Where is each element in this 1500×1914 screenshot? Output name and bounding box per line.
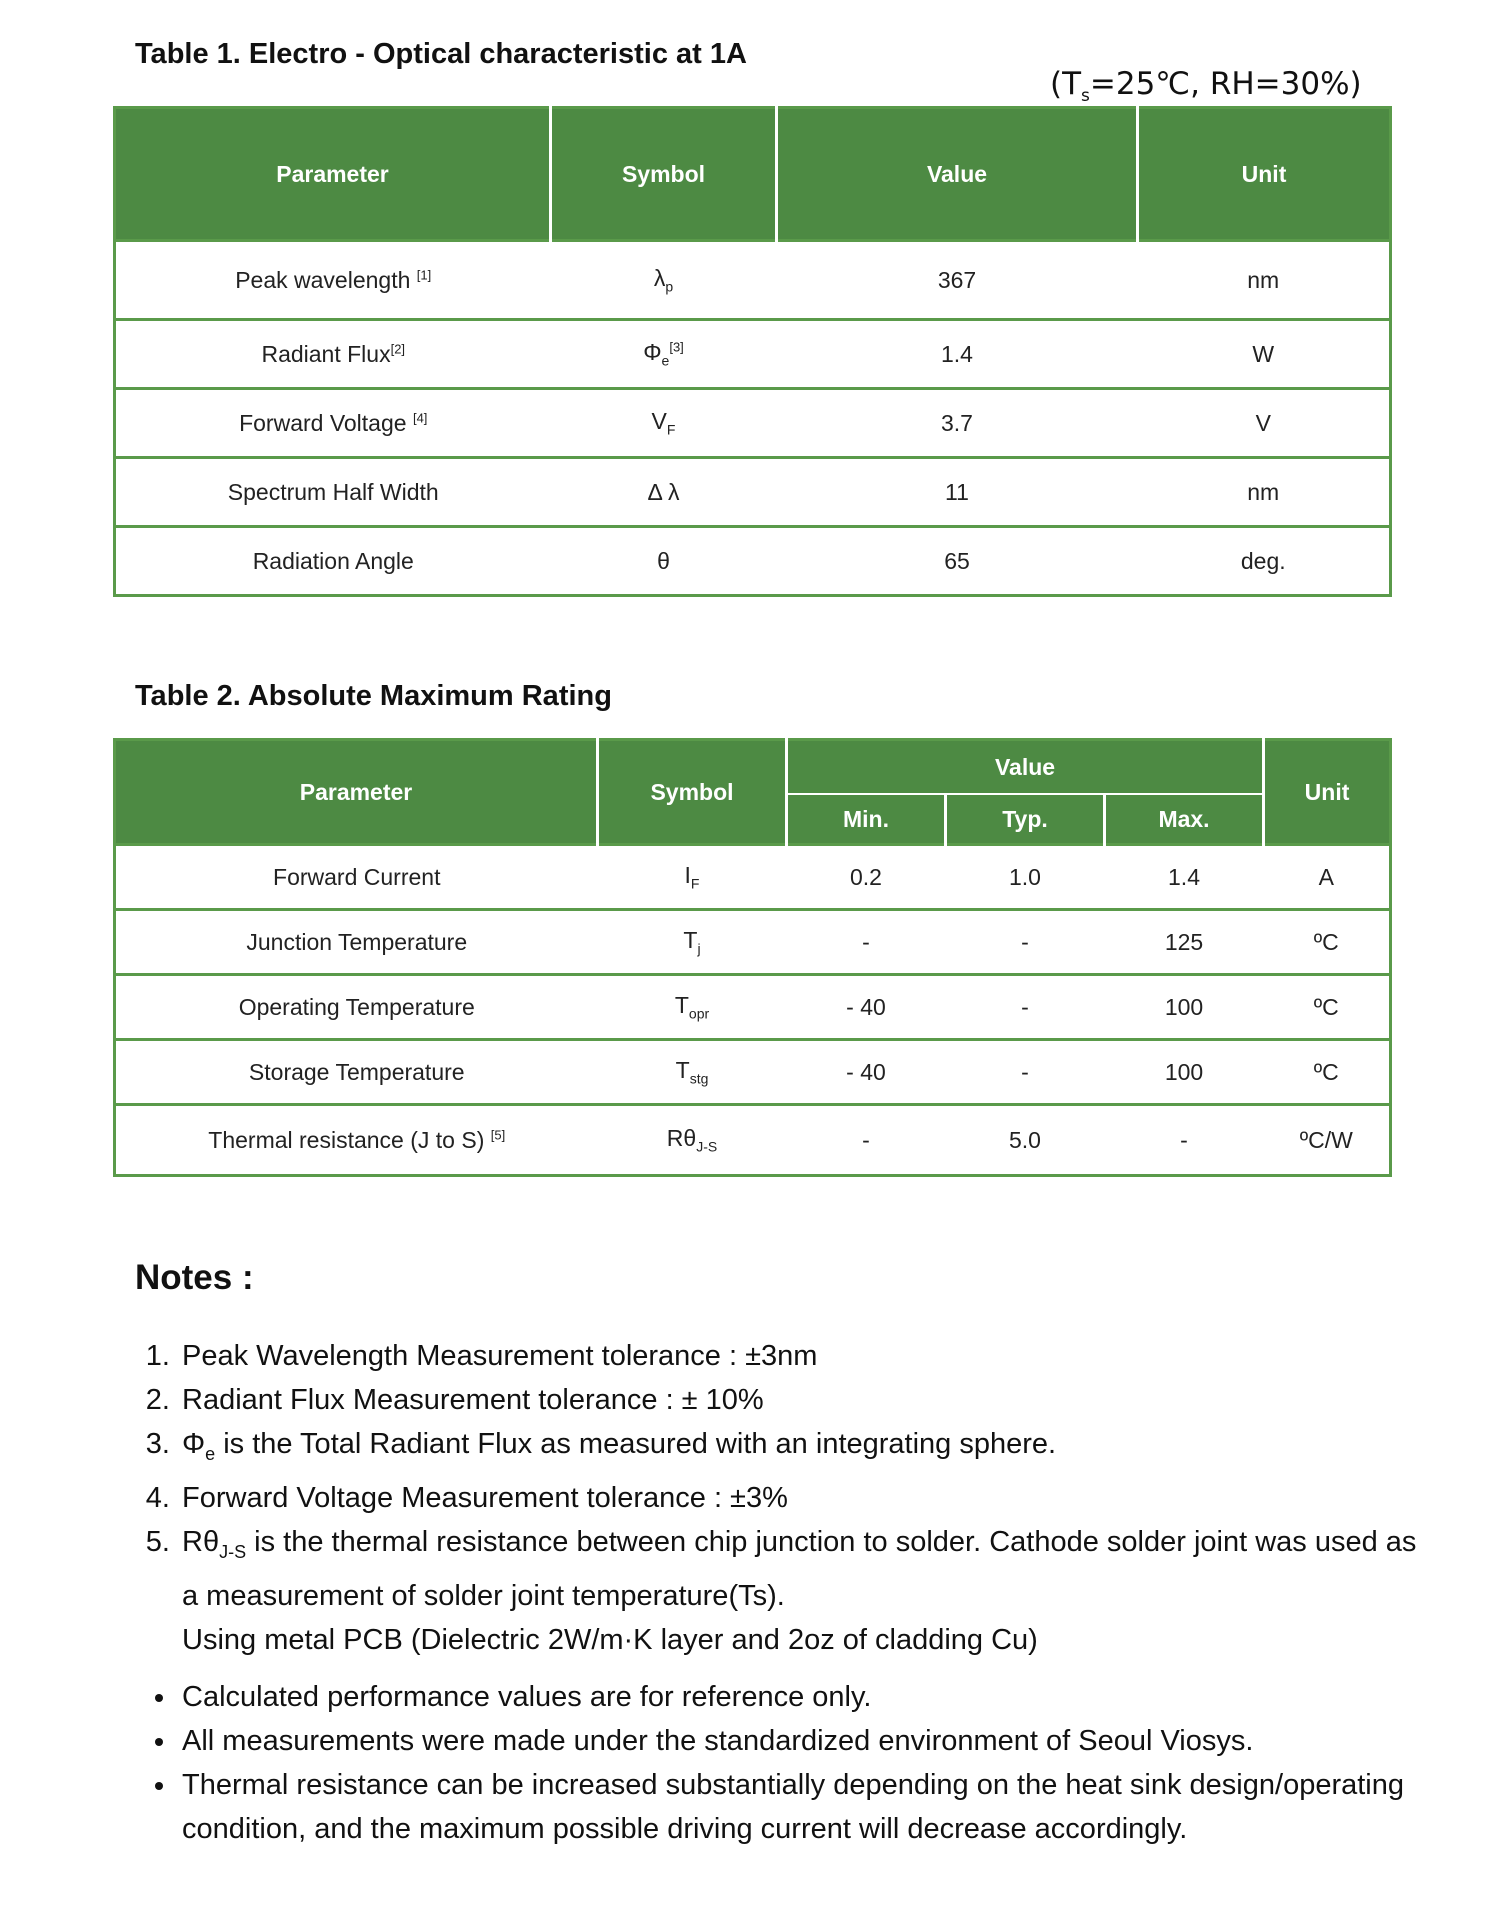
parameter-label: Forward Voltage [239, 409, 413, 436]
symbol-subscript: j [697, 940, 701, 957]
symbol-cell [551, 389, 777, 458]
min-cell: - [787, 910, 946, 975]
max-cell: 100 [1105, 1040, 1264, 1105]
parameter-label: Radiant Flux [261, 340, 391, 367]
footnote-ref: [1] [416, 266, 432, 282]
note-text: Radiant Flux Measurement tolerance : ± 10% [182, 1384, 764, 1416]
note-text: Φ [182, 1428, 206, 1460]
max-cell: 125 [1105, 910, 1264, 975]
unit-cell: ºC [1264, 1040, 1391, 1105]
parameter-label: Operating Temperature [238, 993, 475, 1020]
table-row [115, 389, 1391, 458]
table-row [115, 458, 1391, 527]
symbol-cell [598, 975, 787, 1040]
unit-cell: nm [1138, 241, 1391, 320]
table1-condition: ($T_s=25℃$, RH=30%) [1050, 66, 1362, 107]
symbol-main: Δ λ [647, 478, 680, 505]
value-cell: 1.4 [777, 320, 1138, 389]
symbol-subscript: stg [689, 1070, 709, 1087]
typ-cell: 1.0 [946, 845, 1105, 910]
value-cell: 11 [777, 458, 1138, 527]
symbol-cell [598, 910, 787, 975]
min-cell: 0.2 [787, 845, 946, 910]
note-text: is the Total Radiant Flux as measured with an integrating sphere. [215, 1428, 1057, 1460]
symbol-main: T [674, 992, 689, 1019]
header-min: Min. [787, 794, 946, 845]
footnote-ref: [2] [390, 340, 406, 356]
table-header-row [115, 108, 1391, 241]
parameter-label: Thermal resistance (J to S) [208, 1126, 491, 1153]
bullet-item: • Thermal resistance can be increased substantially depending on the heat sink design/operating condition, and the maximum possible driving current will decrease accordingly. [178, 1763, 1438, 1851]
parameter-cell [115, 320, 551, 389]
unit-cell: ºC [1264, 975, 1391, 1040]
typ-cell: - [946, 910, 1105, 975]
max-cell: - [1105, 1105, 1264, 1176]
note-item [178, 1476, 1438, 1520]
table-row [115, 241, 1391, 320]
absolute-max-table [113, 738, 1392, 1177]
symbol-cell [598, 845, 787, 910]
parameter-label: Forward Current [273, 863, 441, 890]
note-text: Using metal PCB (Dielectric 2W/m·K layer and 2oz of cladding Cu) [182, 1623, 1038, 1656]
bullet-item: • Calculated performance values are for reference only. [178, 1675, 1438, 1719]
parameter-label: Spectrum Half Width [227, 478, 439, 505]
header-parameter: Parameter [115, 740, 598, 845]
table-row [115, 975, 1391, 1040]
value-cell: 65 [777, 527, 1138, 596]
unit-cell: ºC [1264, 910, 1391, 975]
parameter-label: Peak wavelength [235, 266, 417, 293]
parameter-label: Radiation Angle [252, 547, 414, 574]
table-row [115, 910, 1391, 975]
header-value: Value [777, 108, 1138, 241]
note-text: Rθ [182, 1525, 220, 1558]
bullet-item: • All measurements were made under the standardized environment of Seoul Viosys. [178, 1719, 1438, 1763]
note-text: is the thermal resistance between chip junction to solder. Cathode solder joint was used as a measurement of solder joint temperature(Ts). [182, 1525, 1417, 1612]
symbol-subscript: p [665, 278, 674, 295]
note-item [178, 1422, 1438, 1476]
symbol-cell [598, 1105, 787, 1176]
max-cell: 1.4 [1105, 845, 1264, 910]
symbol-subscript: opr [688, 1005, 710, 1022]
table1-title: Table 1. Electro - Optical characteristic at 1A [135, 38, 747, 70]
symbol-cell [598, 1040, 787, 1105]
symbol-main: λ [653, 265, 666, 292]
symbol-subscript: e [661, 352, 670, 369]
value-cell: 367 [777, 241, 1138, 320]
note-item [178, 1334, 1438, 1378]
table-header-row [115, 740, 1391, 795]
header-symbol: Symbol [598, 740, 787, 845]
symbol-subscript: J-S [696, 1138, 718, 1155]
unit-cell: nm [1138, 458, 1391, 527]
max-cell: 100 [1105, 975, 1264, 1040]
note-item [178, 1520, 1438, 1662]
parameter-cell [115, 975, 598, 1040]
note-text: Peak Wavelength Measurement tolerance : ±3nm [182, 1340, 818, 1372]
parameter-cell [115, 845, 598, 910]
value-cell: 3.7 [777, 389, 1138, 458]
header-typ: Typ. [946, 794, 1105, 845]
notes-list [135, 1334, 1438, 1662]
footnote-ref: [4] [412, 409, 428, 425]
note-subscript: J-S [219, 1541, 247, 1562]
symbol-main: Φ [643, 339, 662, 366]
parameter-cell [115, 527, 551, 596]
min-cell: - 40 [787, 1040, 946, 1105]
header-symbol: Symbol [551, 108, 777, 241]
table-row [115, 1040, 1391, 1105]
symbol-main: I [684, 862, 691, 889]
parameter-cell [115, 1105, 598, 1176]
note-subscript: e [205, 1443, 216, 1464]
parameter-cell [115, 910, 598, 975]
symbol-cell [551, 458, 777, 527]
unit-cell: deg. [1138, 527, 1391, 596]
typ-cell: - [946, 975, 1105, 1040]
symbol-main: T [675, 1057, 690, 1084]
symbol-main: T [683, 927, 698, 954]
parameter-cell [115, 458, 551, 527]
bullet-list [135, 1675, 1438, 1851]
table-row [115, 320, 1391, 389]
header-max: Max. [1105, 794, 1264, 845]
unit-cell: A [1264, 845, 1391, 910]
parameter-cell [115, 389, 551, 458]
symbol-cell [551, 241, 777, 320]
header-parameter: Parameter [115, 108, 551, 241]
symbol-cell [551, 320, 777, 389]
notes-title: Notes : [135, 1258, 254, 1297]
symbol-subscript: F [690, 875, 700, 892]
parameter-label: Storage Temperature [248, 1058, 465, 1085]
table2-title: Table 2. Absolute Maximum Rating [135, 680, 612, 712]
min-cell: - [787, 1105, 946, 1176]
table-row [115, 1105, 1391, 1176]
symbol-subscript: F [666, 421, 676, 438]
header-value: Value [787, 740, 1264, 795]
footnote-ref: [5] [490, 1126, 506, 1142]
unit-cell: ºC/W [1264, 1105, 1391, 1176]
note-text: Forward Voltage Measurement tolerance : ±3% [182, 1481, 788, 1514]
footnote-ref: [3] [669, 339, 684, 355]
typ-cell: - [946, 1040, 1105, 1105]
symbol-cell [551, 527, 777, 596]
min-cell: - 40 [787, 975, 946, 1040]
unit-cell: W [1138, 320, 1391, 389]
typ-cell: 5.0 [946, 1105, 1105, 1176]
electro-optical-table [113, 106, 1392, 597]
symbol-main: V [651, 408, 667, 435]
parameter-cell [115, 1040, 598, 1105]
parameter-cell [115, 241, 551, 320]
table-row [115, 845, 1391, 910]
note-item [178, 1378, 1438, 1422]
symbol-main: θ [657, 547, 670, 574]
symbol-main: Rθ [666, 1125, 697, 1152]
unit-cell: V [1138, 389, 1391, 458]
header-unit: Unit [1264, 740, 1391, 845]
table-row [115, 527, 1391, 596]
header-unit: Unit [1138, 108, 1391, 241]
parameter-label: Junction Temperature [246, 928, 468, 955]
